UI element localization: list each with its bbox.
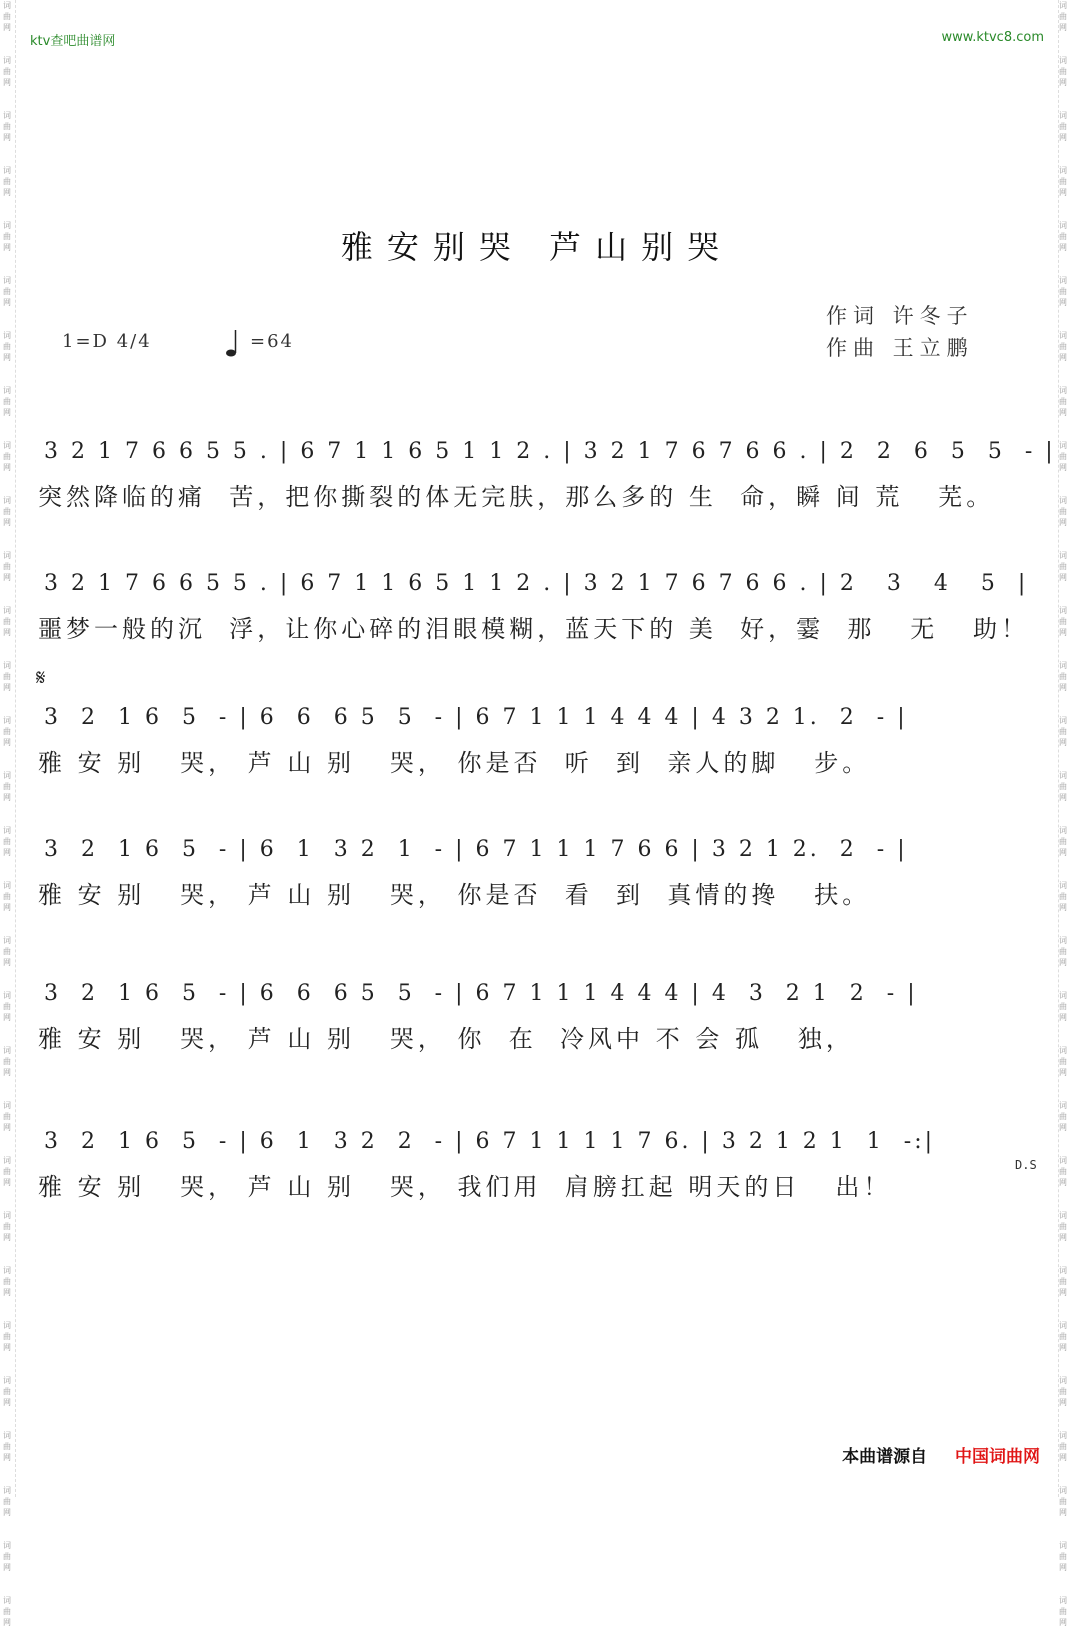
score-system-2 xyxy=(38,552,1042,644)
score-system-6 xyxy=(38,1110,1042,1202)
score-system-3 xyxy=(38,686,1042,778)
notation-text: 3 2 1 6 5 - | 6 6 6 5 5 - | 6 7 1 1 1 4 4 4 | 4 3 2 1 2 - | xyxy=(44,981,918,1006)
lyrics-line: 雅 安 别 哭， 芦 山 别 哭， 你 在 冷风中 不 会 孤 独， xyxy=(38,1025,854,1053)
lyrics-line: 噩梦一般的沉 浮，让你心碎的泪眼模糊，蓝天下的 美 好，霎 那 无 助！ xyxy=(38,615,1030,643)
notation-text: 3 2 1 6 5 - | 6 1 3 2 2 - | 6 7 1 1 1 1 7 6. | 3 2 1 2 1 1 -:| xyxy=(44,1129,936,1154)
lyrics-line: 雅 安 别 哭， 芦 山 别 哭， 我们用 肩膀扛起 明天的日 出！ xyxy=(38,1173,892,1201)
site-header-left[interactable]: ktv查吧曲谱网 xyxy=(30,34,116,49)
lyricist-credit: 作词 许冬子 xyxy=(826,304,974,328)
site-header-right[interactable]: www.ktvc8.com xyxy=(941,30,1044,45)
notation-line xyxy=(38,420,1056,469)
quarter-note-icon xyxy=(226,328,240,358)
footer-source-link[interactable]: 中国词曲网 xyxy=(955,1447,1040,1467)
score-system-1 xyxy=(38,420,1056,512)
notation-line xyxy=(38,686,1042,735)
right-watermark-strip: 词 曲 网 词 曲 网 词 曲 网 词 曲 网 词 曲 网 词 曲 网 词 曲 网 词 曲 网 词 曲 网 词 曲 网 词 曲 网 词 曲 网 词 曲 网 词 曲 网 词 曲 网 词 曲 网 词 曲 网 词 曲 网 词 曲 网 词 曲 网 词 曲 网 词 曲 网 词 曲 网 词 曲 网 词 曲 网 词 曲 网 词 曲 网 词 曲 网 词 曲 网 词 曲 网 xyxy=(1058,0,1071,1497)
footer-source-label: 本曲谱源自 xyxy=(842,1447,928,1467)
left-watermark-strip: 词 曲 网 词 曲 网 词 曲 网 词 曲 网 词 曲 网 词 曲 网 词 曲 网 词 曲 网 词 曲 网 词 曲 网 词 曲 网 词 曲 网 词 曲 网 词 曲 网 词 曲 网 词 曲 网 词 曲 网 词 曲 网 词 曲 网 词 曲 网 词 曲 网 词 曲 网 词 曲 网 词 曲 网 词 曲 网 词 曲 网 词 曲 网 词 曲 网 词 曲 网 词 曲 网 xyxy=(3,0,16,1497)
notation-line xyxy=(38,818,1042,867)
composer-credit: 作曲 王立鹏 xyxy=(826,336,974,360)
notation-text: 3 2 1 7 6 6 5 5 . | 6 7 1 1 6 5 1 1 2 . | 3 2 1 7 6 7 6 6 . | 2 3 4 5 | xyxy=(44,571,1029,596)
notation-line xyxy=(38,552,1042,601)
key-signature: 1=D 4/4 xyxy=(62,331,152,352)
dal-segno-mark: D.S xyxy=(1015,1158,1037,1172)
lyrics-line: 突然降临的痛 苦，把你撕裂的体无完肤，那么多的 生 命，瞬 间 荒 芜。 xyxy=(38,483,995,511)
song-title: 雅安别哭 芦山别哭 xyxy=(340,228,734,266)
footer-source xyxy=(842,1442,1040,1467)
segno-sign: 𝄋 xyxy=(36,666,46,691)
notation-line xyxy=(38,1110,1042,1159)
notation-line xyxy=(38,962,1042,1011)
score-system-4 xyxy=(38,818,1042,910)
tempo-marking: =64 xyxy=(250,331,294,352)
score-system-5 xyxy=(38,962,1042,1054)
lyrics-line: 雅 安 别 哭， 芦 山 别 哭， 你是否 看 到 真情的搀 扶。 xyxy=(38,881,871,909)
notation-text: 3 2 1 6 5 - | 6 6 6 5 5 - | 6 7 1 1 1 4 4 4 | 4 3 2 1. 2 - | xyxy=(44,705,908,730)
notation-text: 3 2 1 7 6 6 5 5 . | 6 7 1 1 6 5 1 1 2 . | 3 2 1 7 6 7 6 6 . | 2 2 6 5 5 - | xyxy=(44,439,1056,464)
lyrics-line: 雅 安 别 哭， 芦 山 别 哭， 你是否 听 到 亲人的脚 步。 xyxy=(38,749,871,777)
notation-text: 3 2 1 6 5 - | 6 1 3 2 1 - | 6 7 1 1 1 7 6 6 | 3 2 1 2. 2 - | xyxy=(44,837,908,862)
